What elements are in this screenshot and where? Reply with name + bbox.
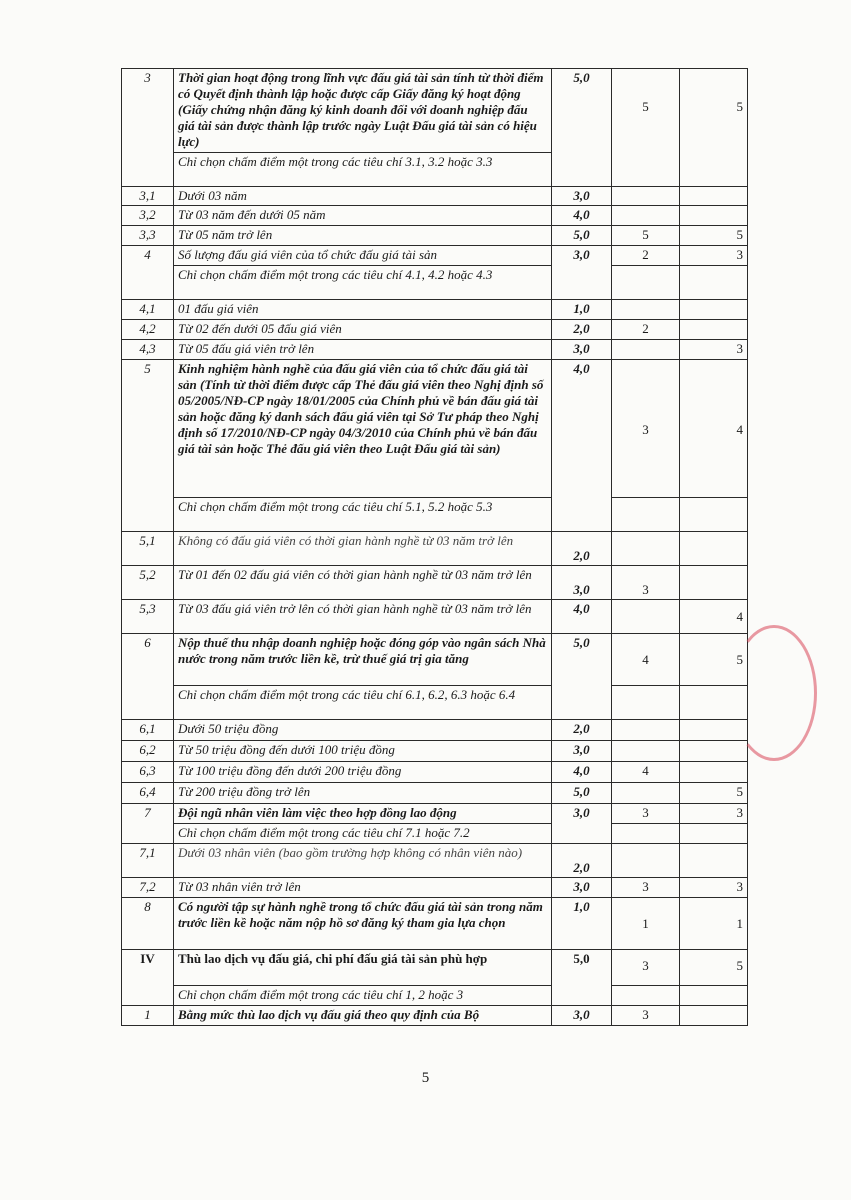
empty-cell xyxy=(612,686,680,720)
table-row xyxy=(122,532,748,566)
max-score: 3,0 xyxy=(552,878,612,898)
table-row xyxy=(122,634,748,686)
table-row xyxy=(122,986,748,1006)
row-number: 6 xyxy=(122,634,174,720)
score-1: 5 xyxy=(612,69,680,187)
row-number: 6,1 xyxy=(122,720,174,741)
score-1 xyxy=(612,720,680,741)
table-row xyxy=(122,187,748,206)
criterion-text: Từ 100 triệu đồng đến dưới 200 triệu đồng xyxy=(174,762,552,783)
row-number: 6,3 xyxy=(122,762,174,783)
row-number: 4 xyxy=(122,246,174,300)
score-1: 3 xyxy=(612,566,680,600)
criterion-text: Từ 50 triệu đồng đến dưới 100 triệu đồng xyxy=(174,741,552,762)
score-1 xyxy=(612,206,680,226)
row-number: 7 xyxy=(122,804,174,844)
table-row xyxy=(122,206,748,226)
score-1: 5 xyxy=(612,226,680,246)
score-2: 3 xyxy=(680,878,748,898)
score-2 xyxy=(680,844,748,878)
row-number: 8 xyxy=(122,898,174,950)
table-row xyxy=(122,950,748,986)
max-score: 4,0 xyxy=(552,206,612,226)
score-1: 2 xyxy=(612,246,680,266)
max-score: 5,0 xyxy=(552,226,612,246)
empty-cell xyxy=(612,986,680,1006)
empty-cell xyxy=(680,986,748,1006)
score-2 xyxy=(680,762,748,783)
row-number: 4,3 xyxy=(122,340,174,360)
empty-cell xyxy=(612,266,680,300)
table-row xyxy=(122,246,748,266)
score-2 xyxy=(680,566,748,600)
row-number: 6,2 xyxy=(122,741,174,762)
criterion-text: Nộp thuế thu nhập doanh nghiệp hoặc đóng góp vào ngân sách Nhà nước trong năm trước liền kề, trừ thuế giá trị gia tăng xyxy=(174,634,552,686)
criterion-note: Chỉ chọn chấm điểm một trong các tiêu chí 4.1, 4.2 hoặc 4.3 xyxy=(174,266,552,300)
score-2 xyxy=(680,1006,748,1026)
table-row xyxy=(122,762,748,783)
score-2: 3 xyxy=(680,246,748,266)
criterion-text: Kinh nghiệm hành nghề của đấu giá viên của tổ chức đấu giá tài sản (Tính từ thời điểm được cấp Thẻ đấu giá viên theo Nghị định số 05/2005/NĐ-CP ngày 18/01/2005 của Chính phủ về bán đấu giá tài sản hoặc đăng ký danh sách đấu giá viên tại Sở Tư pháp theo Nghị định số 17/2010/NĐ-CP ngày 04/3/2010 của Chính phủ về bán đấu giá tài sản hoặc Thẻ đấu giá viên theo Luật Đấu giá tài sản) xyxy=(174,360,552,498)
score-1 xyxy=(612,300,680,320)
score-1: 3 xyxy=(612,360,680,498)
criterion-text: Số lượng đấu giá viên của tổ chức đấu giá tài sản xyxy=(174,246,552,266)
criterion-text: Từ 01 đến 02 đấu giá viên có thời gian hành nghề từ 03 năm trở lên xyxy=(174,566,552,600)
score-1: 2 xyxy=(612,320,680,340)
max-score: 2,0 xyxy=(552,844,612,878)
max-score: 5,0 xyxy=(552,950,612,1006)
row-number: 4,1 xyxy=(122,300,174,320)
score-2 xyxy=(680,741,748,762)
criterion-text: Từ 03 năm đến dưới 05 năm xyxy=(174,206,552,226)
score-2 xyxy=(680,187,748,206)
max-score: 2,0 xyxy=(552,320,612,340)
max-score: 4,0 xyxy=(552,360,612,532)
score-2 xyxy=(680,300,748,320)
score-1: 1 xyxy=(612,898,680,950)
criterion-note: Chỉ chọn chấm điểm một trong các tiêu chí 5.1, 5.2 hoặc 5.3 xyxy=(174,498,552,532)
max-score: 1,0 xyxy=(552,300,612,320)
table-row xyxy=(122,300,748,320)
table-row xyxy=(122,804,748,824)
table-row xyxy=(122,783,748,804)
row-number: 4,2 xyxy=(122,320,174,340)
score-2: 4 xyxy=(680,360,748,498)
criterion-text: Thời gian hoạt động trong lĩnh vực đấu giá tài sản tính từ thời điểm có Quyết định thành lập hoặc được cấp Giấy đăng ký hoạt động (Giấy chứng nhận đăng ký kinh doanh đối với doanh nghiệp đấu giá tài sản được thành lập trước ngày Luật Đấu giá tài sản có hiệu lực) xyxy=(174,69,552,153)
score-1 xyxy=(612,532,680,566)
score-1 xyxy=(612,600,680,634)
row-number: 7,1 xyxy=(122,844,174,878)
table-row xyxy=(122,226,748,246)
row-number: 5,2 xyxy=(122,566,174,600)
criterion-text: Từ 05 năm trở lên xyxy=(174,226,552,246)
max-score: 3,0 xyxy=(552,187,612,206)
row-number: 7,2 xyxy=(122,878,174,898)
score-2: 3 xyxy=(680,340,748,360)
empty-cell xyxy=(680,824,748,844)
empty-cell xyxy=(680,498,748,532)
criterion-text: 01 đấu giá viên xyxy=(174,300,552,320)
max-score: 5,0 xyxy=(552,783,612,804)
table-row xyxy=(122,600,748,634)
criterion-note: Chỉ chọn chấm điểm một trong các tiêu chí 3.1, 3.2 hoặc 3.3 xyxy=(174,153,552,187)
score-2: 5 xyxy=(680,226,748,246)
max-score: 2,0 xyxy=(552,532,612,566)
score-1: 3 xyxy=(612,878,680,898)
red-seal-stamp xyxy=(731,625,817,761)
table-row xyxy=(122,266,748,300)
criterion-text: Đội ngũ nhân viên làm việc theo hợp đồng lao động xyxy=(174,804,552,824)
row-number: 1 xyxy=(122,1006,174,1026)
empty-cell xyxy=(612,824,680,844)
row-number: 3,3 xyxy=(122,226,174,246)
max-score: 1,0 xyxy=(552,898,612,950)
table-row xyxy=(122,898,748,950)
row-number: 5,1 xyxy=(122,532,174,566)
page-number: 5 xyxy=(421,1070,430,1086)
max-score: 3,0 xyxy=(552,340,612,360)
max-score: 3,0 xyxy=(552,741,612,762)
criterion-text: Dưới 03 năm xyxy=(174,187,552,206)
score-2: 3 xyxy=(680,804,748,824)
criterion-text: Có người tập sự hành nghề trong tổ chức đấu giá tài sản trong năm trước liền kề hoặc năm nộp hồ sơ đăng ký tham gia lựa chọn xyxy=(174,898,552,950)
criterion-text: Từ 200 triệu đồng trở lên xyxy=(174,783,552,804)
max-score: 3,0 xyxy=(552,1006,612,1026)
max-score: 4,0 xyxy=(552,762,612,783)
criterion-text: Dưới 03 nhân viên (bao gồm trường hợp không có nhân viên nào) xyxy=(174,844,552,878)
row-number: 5 xyxy=(122,360,174,532)
table-row xyxy=(122,69,748,153)
table-row xyxy=(122,340,748,360)
max-score: 3,0 xyxy=(552,246,612,300)
criterion-text: Từ 05 đấu giá viên trở lên xyxy=(174,340,552,360)
table-row xyxy=(122,498,748,532)
score-2: 4 xyxy=(680,600,748,634)
empty-cell xyxy=(680,266,748,300)
empty-cell xyxy=(612,498,680,532)
score-2: 5 xyxy=(680,783,748,804)
score-2: 1 xyxy=(680,898,748,950)
score-2: 5 xyxy=(680,634,748,686)
score-2: 5 xyxy=(680,69,748,187)
score-1 xyxy=(612,340,680,360)
score-1: 3 xyxy=(612,804,680,824)
table-row xyxy=(122,566,748,600)
table-row xyxy=(122,686,748,720)
criterion-text: Dưới 50 triệu đồng xyxy=(174,720,552,741)
criterion-text: Không có đấu giá viên có thời gian hành nghề từ 03 năm trở lên xyxy=(174,532,552,566)
table-row xyxy=(122,1006,748,1026)
table-row xyxy=(122,360,748,498)
row-number: 3,2 xyxy=(122,206,174,226)
max-score: 2,0 xyxy=(552,720,612,741)
row-number: IV xyxy=(122,950,174,1006)
score-1 xyxy=(612,844,680,878)
criterion-text: Thù lao dịch vụ đấu giá, chi phí đấu giá tài sản phù hợp xyxy=(174,950,552,986)
score-1: 3 xyxy=(612,950,680,986)
table-row xyxy=(122,320,748,340)
row-number: 3 xyxy=(122,69,174,187)
criterion-note: Chỉ chọn chấm điểm một trong các tiêu chí 1, 2 hoặc 3 xyxy=(174,986,552,1006)
score-2 xyxy=(680,320,748,340)
score-2 xyxy=(680,206,748,226)
row-number: 5,3 xyxy=(122,600,174,634)
max-score: 5,0 xyxy=(552,69,612,187)
row-number: 3,1 xyxy=(122,187,174,206)
criterion-text: Từ 02 đến dưới 05 đấu giá viên xyxy=(174,320,552,340)
criterion-text: Từ 03 nhân viên trở lên xyxy=(174,878,552,898)
table-row xyxy=(122,720,748,741)
table-row xyxy=(122,824,748,844)
score-1: 3 xyxy=(612,1006,680,1026)
score-1 xyxy=(612,741,680,762)
table-row xyxy=(122,741,748,762)
score-1: 4 xyxy=(612,634,680,686)
max-score: 5,0 xyxy=(552,634,612,720)
table-row xyxy=(122,844,748,878)
score-1 xyxy=(612,783,680,804)
criterion-note: Chỉ chọn chấm điểm một trong các tiêu chí 6.1, 6.2, 6.3 hoặc 6.4 xyxy=(174,686,552,720)
max-score: 4,0 xyxy=(552,600,612,634)
max-score: 3,0 xyxy=(552,566,612,600)
score-1 xyxy=(612,187,680,206)
score-2: 5 xyxy=(680,950,748,986)
score-2 xyxy=(680,532,748,566)
scoring-table xyxy=(121,68,748,1026)
criterion-text: Bằng mức thù lao dịch vụ đấu giá theo quy định của Bộ xyxy=(174,1006,552,1026)
table-row xyxy=(122,878,748,898)
row-number: 6,4 xyxy=(122,783,174,804)
criterion-text: Từ 03 đấu giá viên trở lên có thời gian hành nghề từ 03 năm trở lên xyxy=(174,600,552,634)
max-score: 3,0 xyxy=(552,804,612,844)
score-1: 4 xyxy=(612,762,680,783)
criterion-note: Chỉ chọn chấm điểm một trong các tiêu chí 7.1 hoặc 7.2 xyxy=(174,824,552,844)
